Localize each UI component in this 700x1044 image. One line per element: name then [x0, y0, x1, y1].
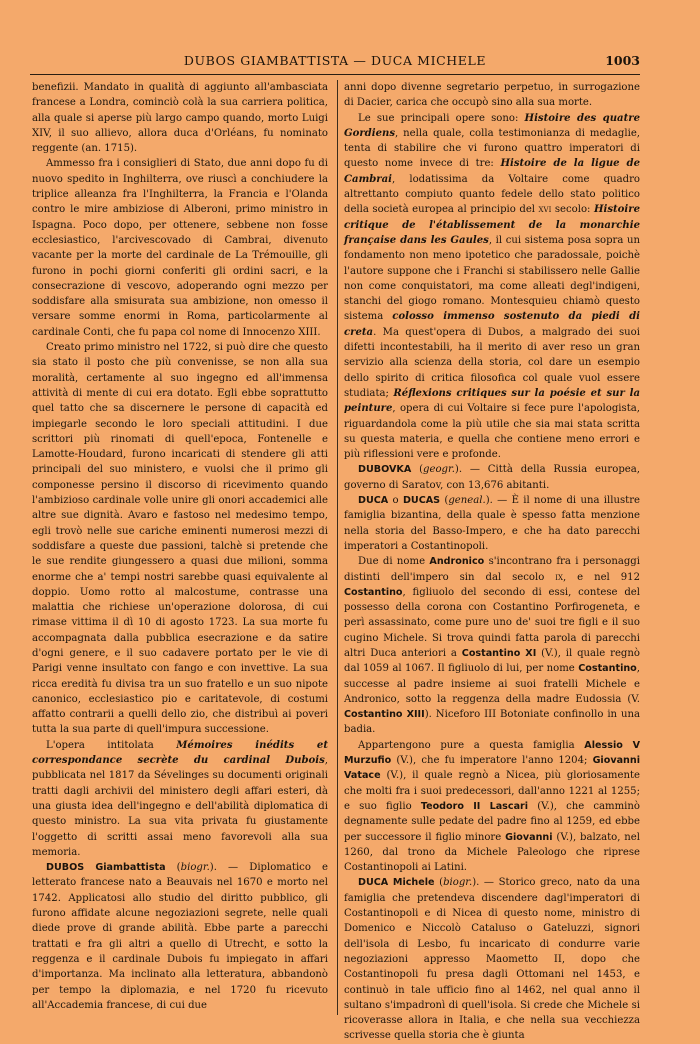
category-geneal: geneal.: [448, 495, 486, 507]
entry-dubovka: DUBOVKA (geogr.). — Città della Russia europea, governo di Saratov, con 13,676 abitanti.: [344, 464, 640, 491]
paragraph-dubos-continued: anni dopo divenne segretario perpetuo, in surrogazione di Dacier, carica che occupò sino alla sua morte.: [344, 82, 640, 109]
column-divider: [337, 80, 338, 1015]
quote-colosso: colosso immenso sostenuto da piedi di creta: [344, 311, 641, 338]
category-biogr: biogr.: [180, 862, 210, 874]
paragraph-dubois-continued: benefizii. Mandato in qualità di aggiunto all'ambasciata francese a Londra, cominciò colà la sua carriera politica, alla quale si aperse più largo campo quando, morto Luigi XIV, il suo allievo, allora duca d'Orléans, fu nominato reggente (an. 1715).: [32, 82, 328, 155]
work-gordiens: Histoire des quatre Gordiens: [344, 112, 640, 139]
headword-dubos: DUBOS Giambattista: [46, 862, 166, 874]
category-biogr-2: biogr.: [443, 877, 473, 889]
left-column: [32, 80, 328, 1020]
entry-duca-family: DUCA o DUCAS (geneal.). — È il nome di una illustre famiglia bizantina, della quale è spesso fatta menzione nella storia del Basso-Impero, e che ha dato parecchi imperatori a Costantinopoli.: [344, 495, 640, 552]
century-xvi: xvi: [538, 204, 552, 216]
headword-ducas: DUCAS: [402, 495, 441, 507]
right-column: [344, 80, 641, 1042]
work-reflexions: Réflexions critiques sur la poésie et sur la peinture: [344, 387, 640, 415]
century-ix: ix: [555, 571, 564, 583]
category-geogr: geogr.: [423, 464, 455, 476]
running-title: DUBOS GIAMBATTISTA — DUCA MICHELE: [183, 53, 487, 68]
paragraph-duca-andronico: Due di nome Andronico s'incontrano fra i personaggi distinti dell'impero sin dal secolo ix, e nel 912 Costantino, figliuolo del secondo di essi, contese del possesso della corona con Costantino Porfirogeneta, e perì assassinato, come pure uno de' suoi tre figli e il suo cugino Michele. Si trova quindi fatta parola di parecchi altri Duca anteriori a Costantino XI (V.), il quale regnò dal 1059 al 1067. Il figliuolo di lui, per nome Costantino, successe al padre insieme ai suoi fratelli Michele e Andronico, sotto la reggenza della madre Eudossia (V. Costantino XIII). Niceforo III Botoniate confinollo in una badia.: [344, 556, 640, 736]
paragraph-duca-family-members: Appartengono pure a questa famiglia Alessio V Murzufio (V.), che fu imperatore l'anno 1204; Giovanni Vatace (V.), il quale regnò a Nicea, più gloriosamente che molti fra i suoi predecessori, dall'anno 1221 al 1255; e suo figlio Teodoro II Lascari (V.), che camminò degnamente sulle pedate del padre fino al 1259, ed ebbe per successore il figlio minore Giovanni (V.), balzato, nel 1260, dal trono da Michele Paleologo che riprese Costantinopoli ai Latini.: [344, 739, 641, 874]
work-ligue-cambrai: Histoire de la ligue de Cambrai: [344, 158, 640, 185]
page-header: [30, 50, 640, 75]
page-number: 1003: [605, 53, 640, 68]
headword-duca: DUCA: [358, 495, 389, 507]
paragraph-dubois-council: Ammesso fra i consiglieri di Stato, due anni dopo fu di nuovo spedito in Inghilterra, ove riuscì a conchiudere la triplice alleanza fra l'Inghilterra, la Francia e l'Olanda contro le mire ambiziose di Alberoni, primo ministro in Ispagna. Poco dopo, per ottenere, sebbene non fosse ecclesiastico, l'arcivescovado di Cambrai, divenuto vacante per la morte del cardinale de La Trémouille, gli furono in pochi giorni conferiti gli ordini sacri, e la consecrazione di vescovo, adoperando ogni mezzo per soddisfare alla smisurata sua ambizione, non omesso il versare somme enormi in Roma, particolarmente al cardinale Conti, che fu papa col nome di Innocenzo XIII.: [32, 158, 328, 338]
paragraph-dubois-minister: Creato primo ministro nel 1722, si può dire che questo sia stato il posto che più convenisse, se non alla sua moralità, certamente al suo ingegno ed all'immensa attività di mente di cui era dotato. Egli ebbe soprattutto quel tatto che sa discernere le persone di capacità ed impiegarle secondo le loro speciali attitudini. I due scrittori più rinomati di quell'epoca, Fontenelle e Lamotte-Houdard, furono incaricati di stendere gli atti principali del suo ministero, e vuolsi che il primo gli componesse persino il discorso di ricevimento quando l'ambizioso cardinale volle unire gli onori accademici alle altre sue dignità. Avaro e fastoso nel medesimo tempo, egli trovò nelle sue cariche eminenti numerosi mezzi di soddisfare a queste due passioni, talchè si pretende che le sue rendite giungessero a quasi due milioni, somma enorme che a' tempi nostri sarebbe quasi equivalente al doppio. Uomo rotto al malcostume, contrasse una malattia che richiese un'operazione dolorosa, di cui rimase vittima il dì 10 di agosto 1723. La sua morte fu accompagnata dalla pubblica esecrazione e da satire d'ogni genere, e il suo cadavere portato per le vie di Parigi venne insultato con fango e con invettive. La sua ricca eredità fu divisa tra un suo fratello e un suo nipote canonico, ecclesiastico pio e caritatevole, di costumi affatto contrarii a quelli dello zio, che distribuì ai poveri tutta la sua parte di quell'impura successione.: [32, 342, 328, 736]
entry-dubos-giambattista: DUBOS Giambattista (biogr.). — Diplomatico e letterato francese nato a Beauvais nel 1670 e morto nel 1742. Applicatosi allo studio del diritto pubblico, gli furono affidate alcune negoziazioni segrete, nelle quali diede prove di grande abilità. Ebbe parte a parecchi trattati e fra gli altri a quello di Utrecht, e sotto la reggenza e il cardinale Dubois fu impiegato in affari d'importanza. Ma inclinato alla letteratura, abbandonò per tempo la diplomazia, e nel 1720 fu ricevuto all'Accademia francese, di cui due: [32, 862, 328, 1011]
work-histoire-critique: Histoire critique de l'établissement de la monarchie française dans les Gaules: [344, 204, 640, 246]
paragraph-dubos-works: Le sue principali opere sono: Histoire des quatre Gordiens, nella quale, colla testimonianza di medaglie, tenta di stabilire che vi furono quattro imperatori di questo nome invece di tre: Histoire de la ligue de Cambrai, lodatissima da Voltaire come quadro altrettanto compiuto quanto fedele dello stato politico della società europea al principio del xvi secolo: Histoire critique de l'établissement de la monarchie française dans les Gaules, il cui sistema posa sopra un fondamento non meno ipotetico che paradossale, poichè l'autore suppone che i Franchi si stabilissero nelle Gallie non come conquistatori, ma come alleati degl'indigeni, stanchi del giogo romano. Montesquieu chiamò questo sistema colosso immenso sostenuto da piedi di creta. Ma quest'opera di Dubos, a malgrado dei suoi difetti incontestabili, ha il merito di aver reso un gran servizio alla scienza della storia, col dare un esempio dello spirito di critica filosofica col quale vuol essere studiata; Réflexions critiques sur la poésie et sur la peinture, opera di cui Voltaire si fece pure l'apologista, riguardandola come la più utile che sia mai stata scritta su questa materia, e quella che contiene meno errori e più riflessioni vere e profonde.: [344, 112, 641, 461]
paragraph-dubois-memoires: L'opera intitolata Mémoires inédits et correspondance secrète du cardinal Dubois, pubblicata nel 1817 da Sévelinges su documenti originali tratti dagli archivii del ministero degli affari esteri, dà una giusta idea dell'ingegno e dell'abilità diplomatica di questo ministro. La sua vita privata fu giustamente l'oggetto di scritti assai meno favorevoli alla sua memoria.: [32, 739, 328, 858]
entry-duca-michele: DUCA Michele (biogr.). — Storico greco, nato da una famiglia che pretendeva discendere dagl'imperatori di Costantinopoli e di Nicea di questo nome, ministro di Domenico e Niccolò Cataluso o Gateluzzi, signori dell'isola di Lesbo, fu incaricato di condurre varie negoziazioni appresso Maometto II, dopo che Costantinopoli fu presa dagli Ottomani nel 1453, e continuò in tale ufficio fino al 1462, nel qual anno il sultano s'impadronì di quell'isola. Si crede che Michele si ricoverasse allora in Italia, e che nella sua vecchiezza scrivesse quella storia che è giunta: [344, 877, 640, 1042]
headword-dubovka: DUBOVKA: [358, 464, 412, 476]
memoires-title: Mémoires inédits et correspondance secrète du cardinal Dubois: [32, 739, 328, 767]
headword-duca-michele: DUCA Michele: [358, 877, 435, 889]
